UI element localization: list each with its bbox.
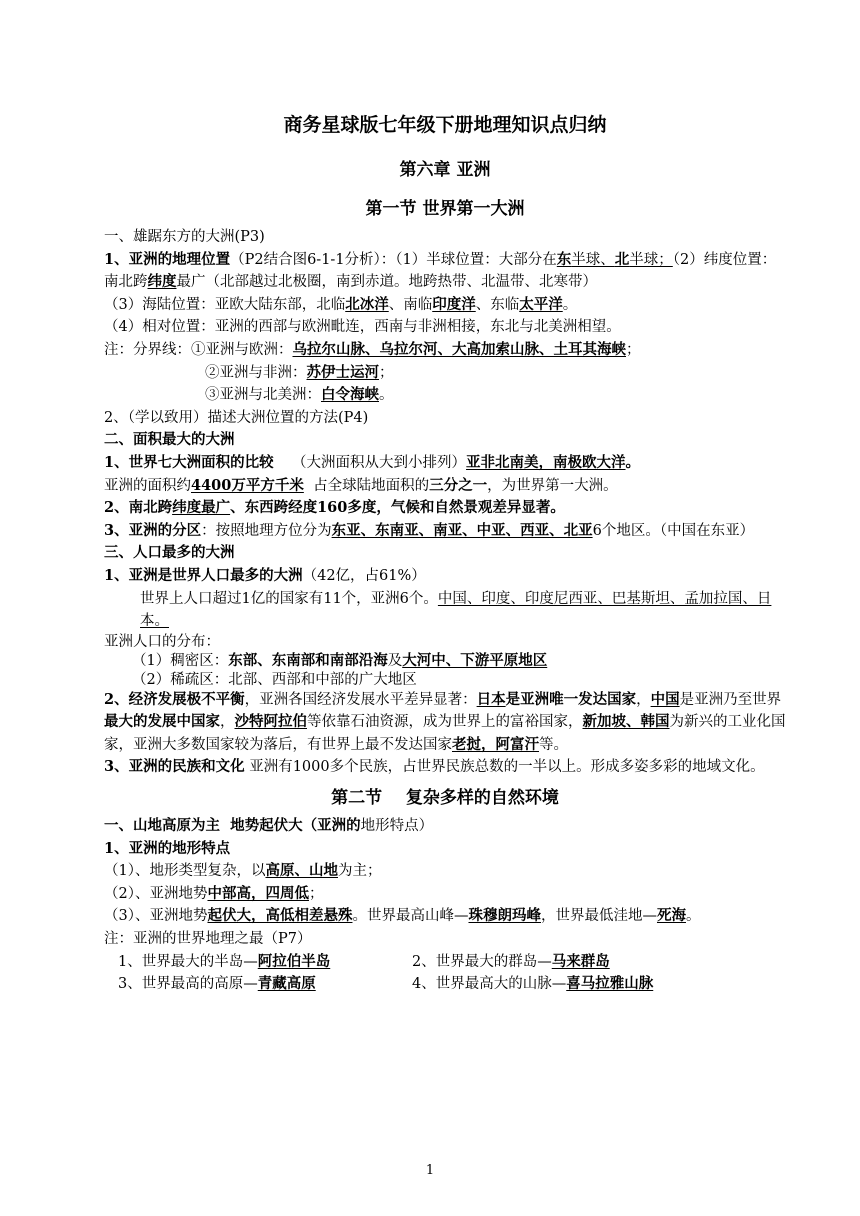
record-archipelago: 2、世界最大的群岛—马来群岛 <box>412 952 610 970</box>
paragraph-terrain-1: （1）、地形类型复杂，以高原、山地为主； <box>104 862 382 880</box>
paragraph-terrain-title: 1、亚洲的地形特点 <box>104 839 231 857</box>
paragraph-terrain-3: （3）、亚洲地势起伏大，高低相差悬殊。世界最高山峰—珠穆朗玛峰，世界最低洼地—死海。 <box>104 907 701 925</box>
paragraph-method: 2、（学以致用）描述大洲位置的方法(P4) <box>104 409 369 426</box>
paragraph-relative: （4）相对位置：亚洲的西部与欧洲毗连，西南与非洲相接，东北与北美洲相望。 <box>104 319 621 336</box>
paragraph-area-compare: 1、世界七大洲面积的比较 （大洲面积从大到小排列）亚非北南美，南极欧大洋。 <box>104 453 641 471</box>
note-boundary-africa: ②亚洲与非洲：苏伊士运河； <box>205 363 394 381</box>
heading-1: 一、雄踞东方的大洲(P3) <box>104 229 265 245</box>
note-records: 注：亚洲的世界地理之最（P7） <box>104 931 312 948</box>
paragraph-location: 1、亚洲的地理位置（P2结合图6-1-1分析）：（1）半球位置：大部分在东半球、北半球；（2）纬度位置：南北跨纬度最广（北部越过北极圈，南到赤道。地跨热带、北温带、北寒带） <box>104 250 777 291</box>
paragraph-culture: 3、亚洲的民族和文化 亚洲有1000多个民族，占世界民族总数的一半以上。形成多姿多彩的地域文化。 <box>104 758 765 776</box>
paragraph-economy: 2、经济发展极不平衡，亚洲各国经济发展水平差异显著：日本是亚洲唯一发达国家，中国是亚洲乃至世界最大的发展中国家，沙特阿拉伯等依靠石油资源，成为世界上的富裕国家，新加坡、韩国为新兴的工业化国家，亚洲大多数国家较为落后，有世界上最不发达国家老挝，阿富汗等。 <box>104 690 786 753</box>
paragraph-area: 亚洲的面积约4400万平方千米 占全球陆地面积的三分之一，为世界第一大洲。 <box>104 476 618 494</box>
records-row-1 <box>104 951 786 974</box>
paragraph-dense: （1）稠密区：东部、东南部和南部沿海及大河中、下游平原地区 <box>132 651 548 669</box>
paragraph-population: 1、亚洲是世界人口最多的大洲（42亿，占61%） <box>104 566 426 584</box>
section-title-1: 第一节 世界第一大洲 <box>365 199 525 219</box>
document-title: 商务星球版七年级下册地理知识点归纳 <box>283 114 607 136</box>
note-boundary-europe: 注：分界线：①亚洲与欧洲：乌拉尔山脉、乌拉尔河、大高加索山脉、土耳其海峡； <box>104 340 641 358</box>
heading-3: 三、人口最多的大洲 <box>104 544 235 562</box>
section-title-2: 第二节 复杂多样的自然环境 <box>331 788 559 809</box>
records-row-2 <box>104 973 786 996</box>
paragraph-population-distribution: 亚洲人口的分布： <box>104 633 220 650</box>
paragraph-sea-land: （3）海陆位置：亚欧大陆东部，北临北冰洋、南临印度洋、东临太平洋。 <box>104 295 578 313</box>
record-peninsula: 1、世界最大的半岛—阿拉伯半岛 <box>118 952 331 970</box>
paragraph-latitude: 2、南北跨纬度最广、东西跨经度160多度，气候和自然景观差异显著。 <box>104 499 565 517</box>
paragraph-regions: 3、亚洲的分区：按照地理方位分为东亚、东南亚、南亚、中亚、西亚、北亚6个地区。（中国在东亚） <box>104 521 755 539</box>
paragraph-population-countries: 世界上人口超过1亿的国家有11个，亚洲6个。中国、印度、印度尼西亚、巴基斯坦、孟加拉国、日本。 <box>140 590 772 630</box>
heading-terrain: 一、山地高原为主 地势起伏大（亚洲的地形特点） <box>104 817 434 835</box>
record-plateau: 3、世界最高的高原—青藏高原 <box>118 975 316 993</box>
page-number: 1 <box>425 1163 435 1178</box>
note-boundary-north-america: ③亚洲与北美洲：白令海峡。 <box>205 386 394 404</box>
record-mountain: 4、世界最高大的山脉—喜马拉雅山脉 <box>412 975 654 993</box>
paragraph-terrain-2: （2）、亚洲地势中部高，四周低； <box>104 884 324 902</box>
chapter-title: 第六章 亚洲 <box>399 160 491 180</box>
heading-2: 二、面积最大的大洲 <box>104 431 235 449</box>
paragraph-sparse: （2）稀疏区：北部、西部和中部的广大地区 <box>132 671 417 688</box>
